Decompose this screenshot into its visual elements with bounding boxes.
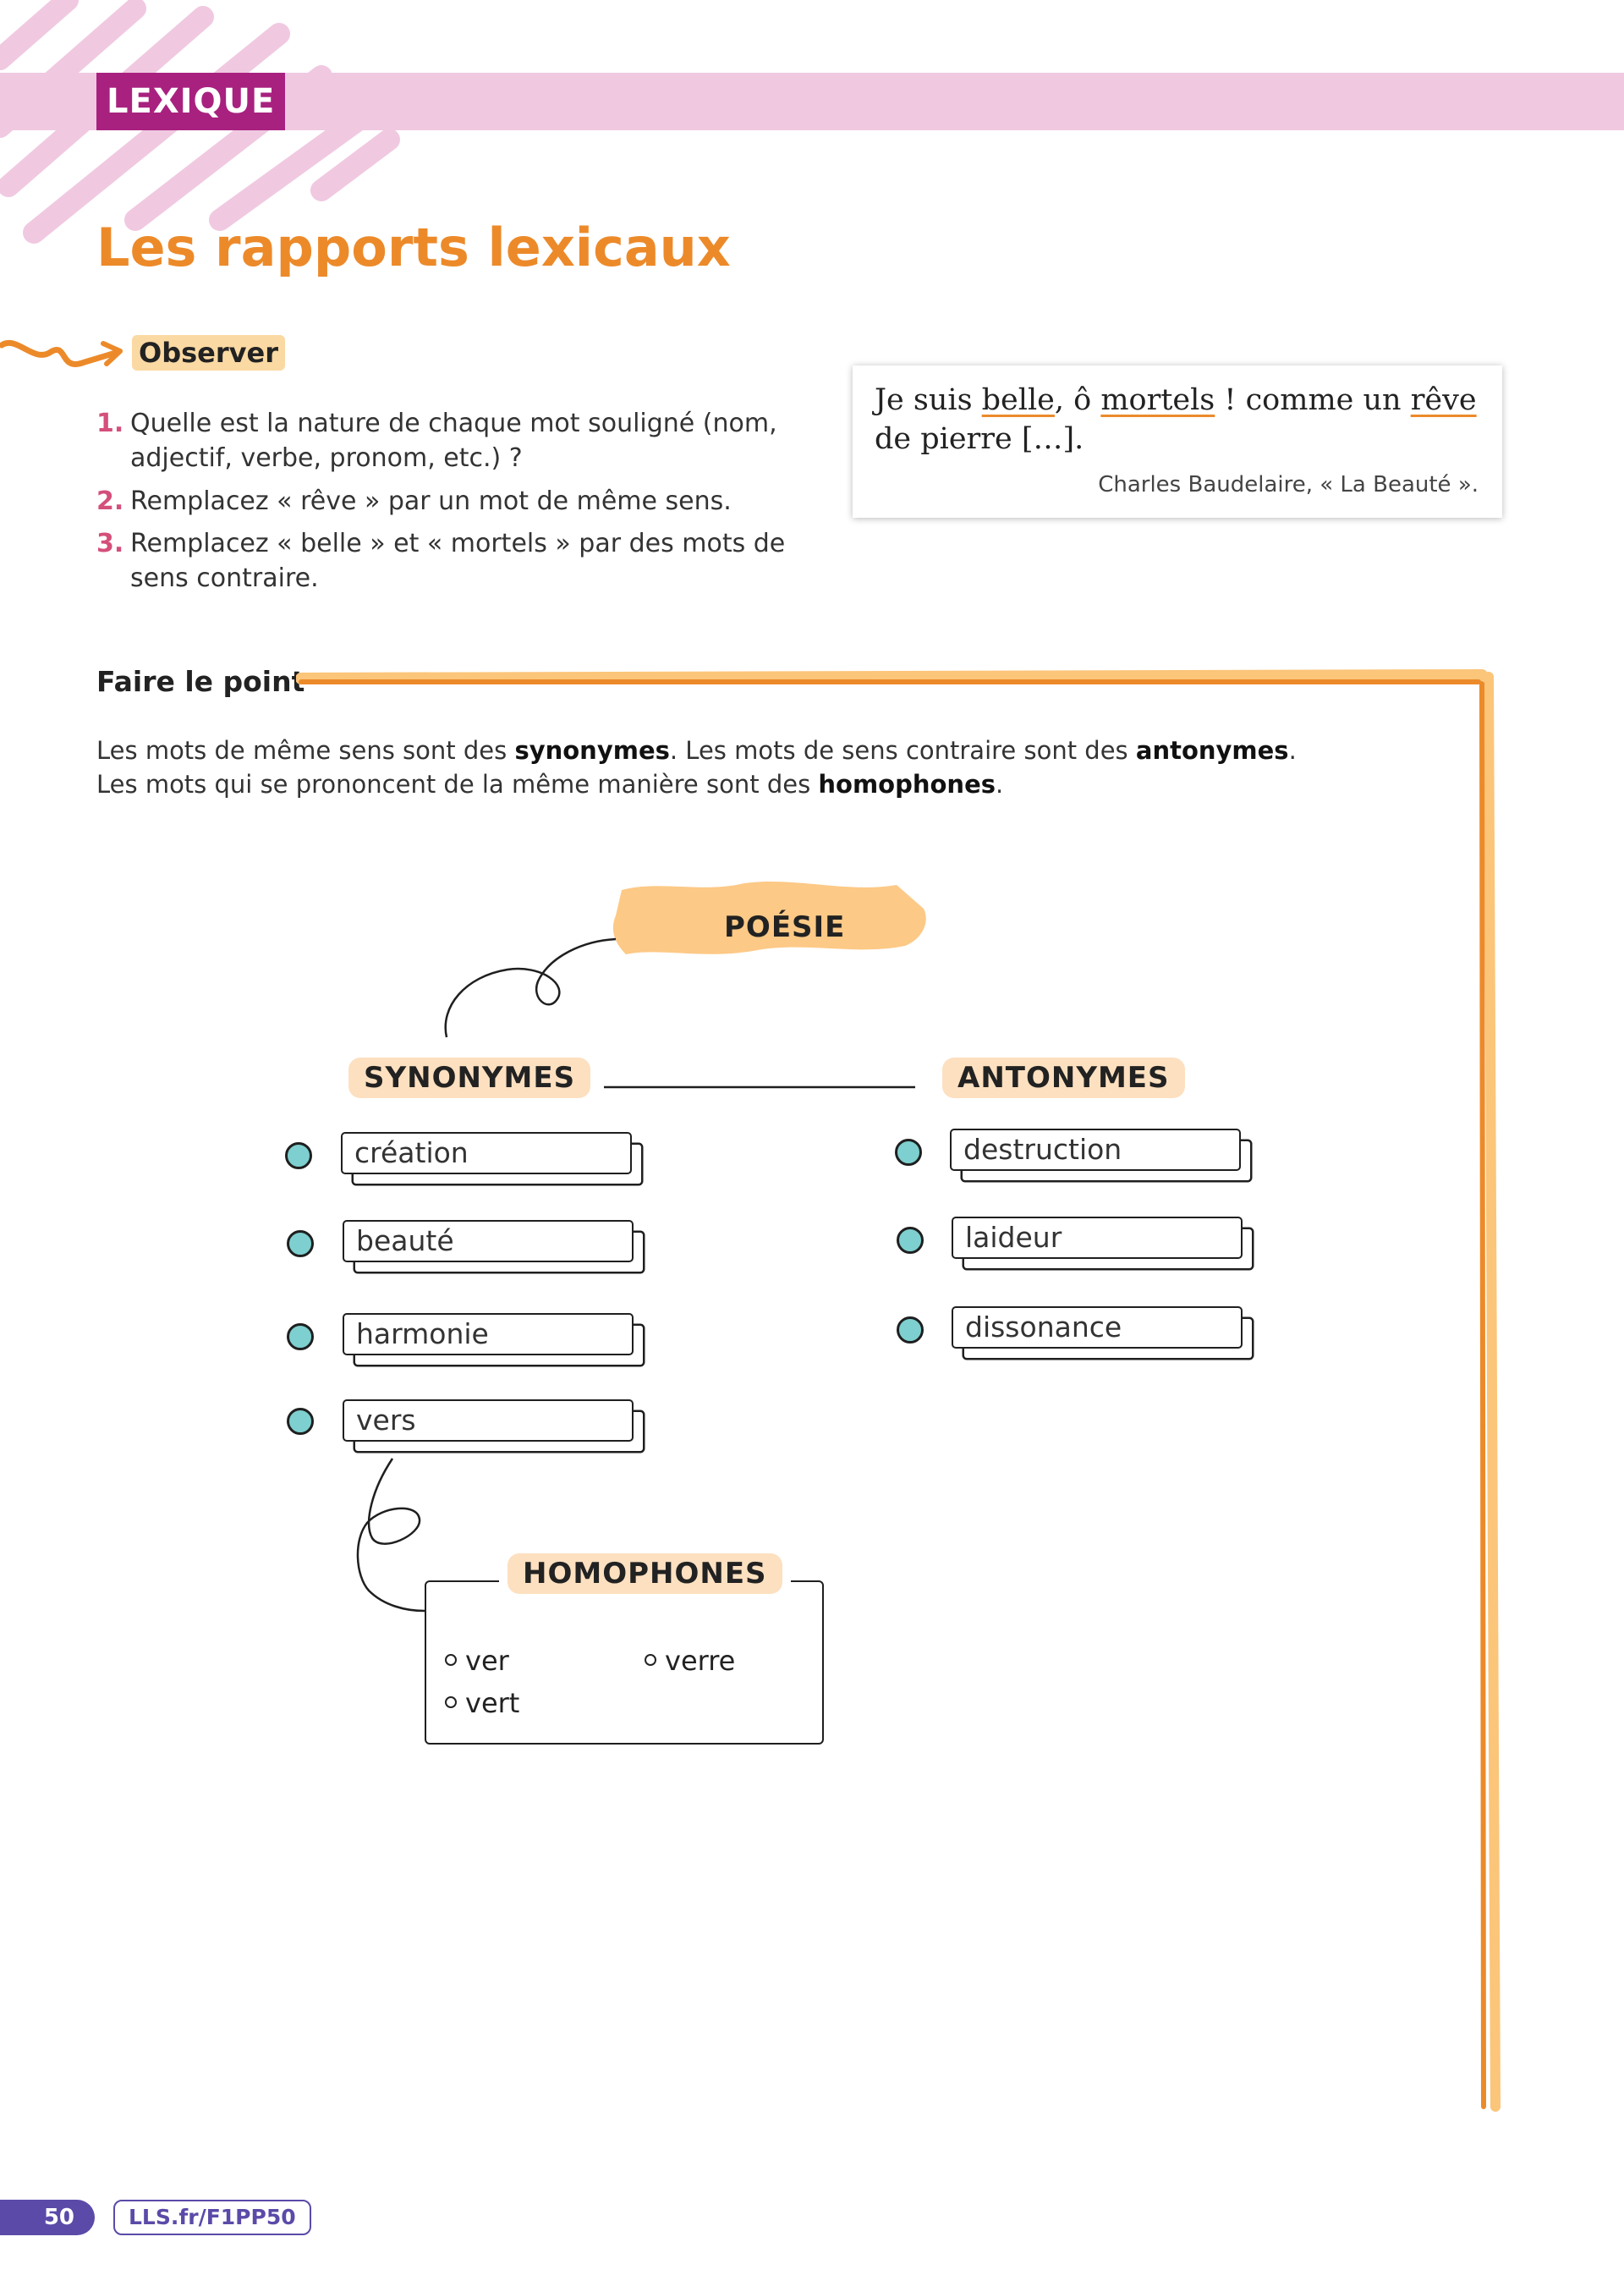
bullet-icon <box>287 1323 314 1350</box>
question-1 <box>96 406 790 475</box>
definition-text: Les mots de même sens sont des <box>96 736 515 765</box>
definition-text: Les mots qui se prononcent de la même manière sont des <box>96 770 819 799</box>
page-number: 50 <box>0 2200 95 2235</box>
synonym-card: beauté <box>343 1220 634 1262</box>
homophone-item: vert <box>445 1687 519 1719</box>
bullet-icon <box>285 1142 312 1169</box>
quote-fragment: ! comme un <box>1215 383 1411 417</box>
bullet-icon <box>895 1139 922 1166</box>
diagram-center-label: POÉSIE <box>724 910 846 944</box>
page-title: Les rapports lexicaux <box>96 217 731 278</box>
definition-text: . <box>1288 736 1297 765</box>
question-number: 3. <box>96 529 124 558</box>
definition-text: . <box>996 770 1004 799</box>
question-text: Remplacez « belle » et « mortels » par des mots de sens contraire. <box>130 529 786 593</box>
observer-label: Observer <box>132 335 285 371</box>
term-antonymes: antonymes <box>1135 736 1289 765</box>
bullet-icon <box>897 1227 924 1254</box>
question-number: 2. <box>96 486 124 516</box>
underlined-word-belle: belle <box>981 383 1055 417</box>
definition-line-2 <box>96 770 1003 799</box>
quote-source: Charles Baudelaire, « La Beauté ». <box>1098 472 1479 497</box>
bullet-icon <box>287 1408 314 1435</box>
antonymes-label: ANTONYMES <box>942 1058 1185 1098</box>
term-homophones: homophones <box>818 770 996 799</box>
section-tag: LEXIQUE <box>96 73 285 130</box>
homophone-item: ver <box>445 1645 509 1677</box>
question-text: Quelle est la nature de chaque mot souligné (nom, adjectif, verbe, pronom, etc.) ? <box>130 409 777 473</box>
antonym-card: destruction <box>950 1129 1241 1171</box>
antonymes-header <box>942 1061 1185 1095</box>
term-synonymes: synonymes <box>514 736 670 765</box>
homophones-box <box>425 1580 824 1745</box>
homophones-label: HOMOPHONES <box>508 1553 782 1594</box>
antonym-card: laideur <box>952 1217 1243 1259</box>
orange-arrow-icon <box>0 330 127 381</box>
quote-box <box>853 365 1502 518</box>
homophone-item: verre <box>645 1645 735 1677</box>
underlined-word-reve: rêve <box>1410 383 1477 417</box>
homophones-header <box>499 1557 791 1591</box>
bullet-icon <box>287 1230 314 1257</box>
quote-fragment: de pierre […]. <box>875 422 1084 456</box>
synonymes-header <box>348 1061 590 1095</box>
question-number: 1. <box>96 409 124 438</box>
quote-fragment: , ô <box>1054 383 1101 417</box>
definition-line-1 <box>96 736 1297 765</box>
question-2 <box>96 484 790 519</box>
synonymes-label: SYNONYMES <box>348 1058 590 1098</box>
quote-fragment: Je suis <box>875 383 982 417</box>
bullet-icon <box>897 1316 924 1344</box>
footer-link[interactable]: LLS.fr/F1PP50 <box>113 2200 311 2235</box>
quote-text <box>875 381 1484 459</box>
synonym-card: création <box>341 1132 632 1174</box>
section-title-faire-le-point: Faire le point <box>96 665 305 698</box>
synonym-card: vers <box>343 1399 634 1442</box>
synonym-card: harmonie <box>343 1313 634 1355</box>
underlined-word-mortels: mortels <box>1100 383 1215 417</box>
definition-text: . Les mots de sens contraire sont des <box>669 736 1136 765</box>
antonym-card: dissonance <box>952 1306 1243 1349</box>
question-3 <box>96 526 790 596</box>
question-text: Remplacez « rêve » par un mot de même sens. <box>130 486 732 516</box>
